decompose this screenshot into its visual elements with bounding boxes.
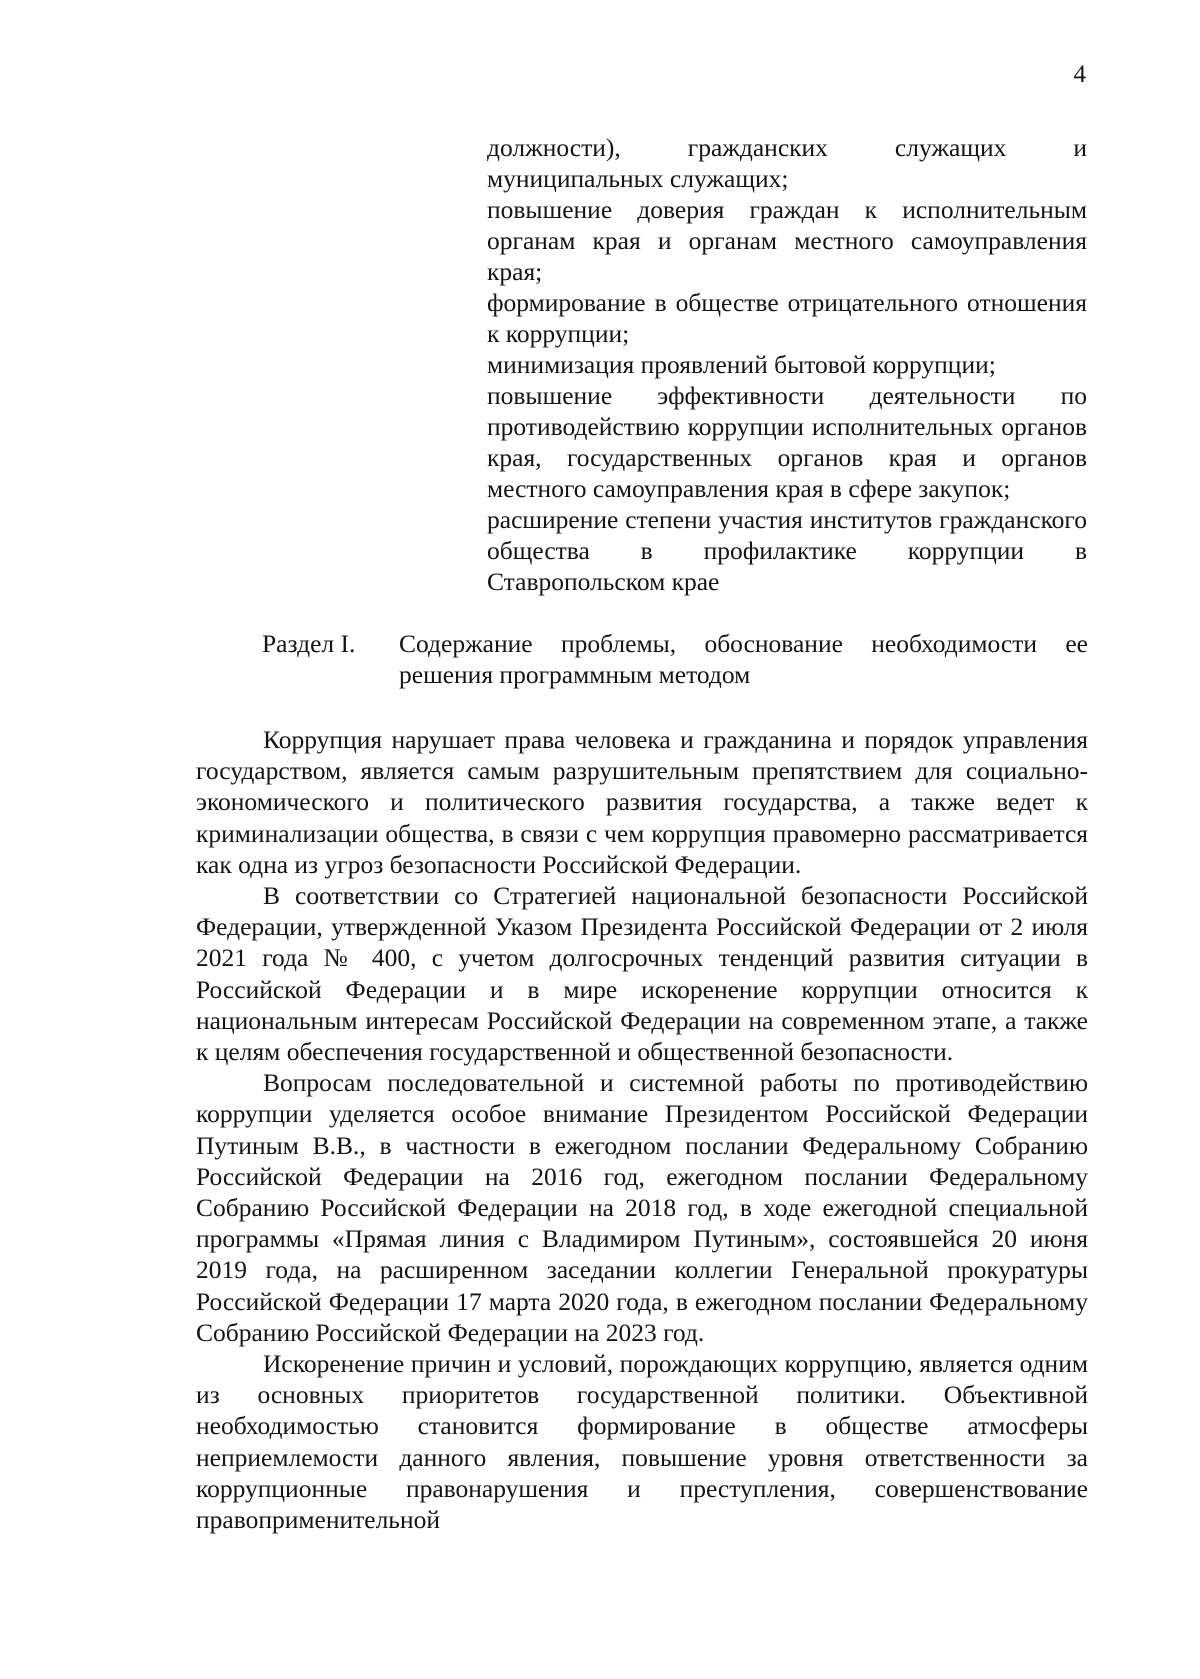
paragraph: В соответствии со Стратегией национальной безопасности Российской Федерации, утвержденной Указом Президента Российской Федерации от 2 июля 2021 года № 400, с учетом долгосрочных тенденций развития ситуации в Российской Федерации и в мире искоренение коррупции относится к национальным интересам Российской Федерации на современном этапе, а также к целям обеспечения государственной и общественной безопасности. <box>196 881 1088 1067</box>
body-text <box>196 724 1088 1535</box>
paragraph: Вопросам последовательной и системной работы по противодействию коррупции уделяется особое внимание Президентом Российской Федерации Путиным В.В., в частности в ежегодном послании Федеральному Собранию Российской Федерации на 2016 год, ежегодном послании Федеральному Собранию Российской Федерации на 2018 год, в ходе ежегодной специальной программы «Прямая линия с Владимиром Путиным», состоявшейся 20 июня 2019 года, на расширенном заседании коллегии Генеральной прокуратуры Российской Федерации 17 марта 2020 года, в ежегодном послании Федеральному Собранию Российской Федерации на 2023 год. <box>196 1068 1088 1347</box>
paragraph: Искоренение причин и условий, порождающих коррупцию, является одним из основных приоритетов государственной политики. Объективной необходимостью становится формирование в обществе атмосферы неприемлемости данного явления, повышение уровня ответственности за коррупционные правонарушения и преступления, совершенствование правоприменительной <box>196 1349 1088 1535</box>
paragraph: Коррупция нарушает права человека и гражданина и порядок управления государством, является самым разрушительным препятствием для социально-экономического и политического развития государства, а также ведет к криминализации общества, в связи с чем коррупция правомерно рассматривается как одна из угроз безопасности Российской Федерации. <box>196 725 1088 879</box>
objectives-list <box>487 132 1087 597</box>
objectives-item: формирование в обществе отрицательного отношения к коррупции; <box>487 288 1087 348</box>
objectives-item: повышение доверия граждан к исполнительным органам края и органам местного самоуправления края; <box>487 195 1087 286</box>
objectives-item: минимизация проявлений бытовой коррупции; <box>487 350 996 379</box>
objectives-item: расширение степени участия институтов гражданского общества в профилактике коррупции в Ставропольском крае <box>487 505 1087 596</box>
objectives-item: должности), гражданских служащих и муниципальных служащих; <box>487 133 1087 193</box>
page-number: 4 <box>1073 61 1086 88</box>
section-label: Раздел I. <box>262 629 356 658</box>
section-title: Содержание проблемы, обоснование необходимости ее решения программным методом <box>399 629 1088 689</box>
objectives-item: повышение эффективности деятельности по противодействию коррупции исполнительных органов края, государственных органов края и органов местного самоуправления края в сфере закупок; <box>487 381 1087 503</box>
